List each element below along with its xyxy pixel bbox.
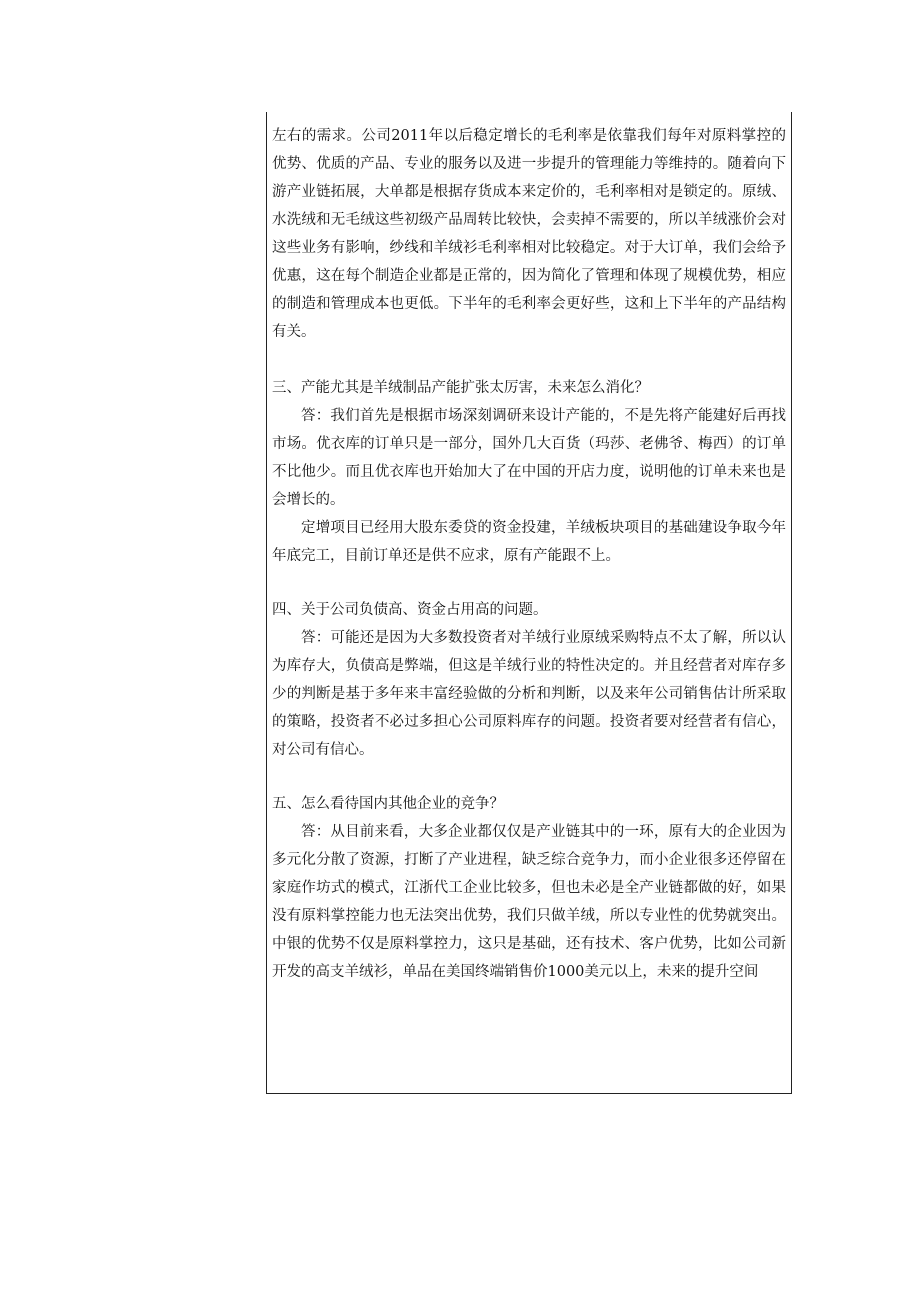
section-5-question: 五、怎么看待国内其他企业的竞争？	[272, 796, 504, 812]
section-3-question: 三、产能尤其是羊绒制品产能扩张太厉害，未来怎么消化？	[272, 380, 649, 396]
section-4-question: 四、关于公司负债高、资金占用高的问题。	[272, 602, 548, 618]
document-table-cell	[266, 112, 792, 1094]
document-body	[272, 122, 786, 986]
section-3-answer-1: 答：我们首先是根据市场深刻调研来设计产能的，不是先将产能建好后再找市场。优衣库的订单只是一部分，国外几大百货（玛莎、老佛爷、梅西）的订单不比他少。而且优衣库也开始加大了在中国的开店力度，说明他的订单未来也是会增长的。	[272, 408, 786, 508]
section-5-answer-1: 答：从目前来看，大多企业都仅仅是产业链其中的一环，原有大的企业因为多元化分散了资源，打断了产业进程，缺乏综合竞争力，而小企业很多还停留在家庭作坊式的模式，江浙代工企业比较多，但也未必是全产业链都做的好，如果没有原料掌控能力也无法突出优势，我们只做羊绒，所以专业性的优势就突出。中银的优势不仅是原料掌控力，这只是基础，还有技术、客户优势，比如公司新开发的高支羊绒衫，单品在美国终端销售价1000美元以上，未来的提升空间	[272, 824, 786, 980]
section-4-answer-1: 答：可能还是因为大多数投资者对羊绒行业原绒采购特点不太了解，所以认为库存大，负债高是弊端，但这是羊绒行业的特性决定的。并且经营者对库存多少的判断是基于多年来丰富经验做的分析和判断，以及来年公司销售估计所采取的策略，投资者不必过多担心公司原料库存的问题。投资者要对经营者有信心，对公司有信心。	[272, 630, 786, 758]
intro-paragraph: 左右的需求。公司2011年以后稳定增长的毛利率是依靠我们每年对原料掌控的优势、优质的产品、专业的服务以及进一步提升的管理能力等维持的。随着向下游产业链拓展，大单都是根据存货成本来定价的，毛利率相对是锁定的。原绒、水洗绒和无毛绒这些初级产品周转比较快，会卖掉不需要的，所以羊绒涨价会对这些业务有影响，纱线和羊绒衫毛利率相对比较稳定。对于大订单，我们会给予优惠，这在每个制造企业都是正常的，因为简化了管理和体现了规模优势，相应的制造和管理成本也更低。下半年的毛利率会更好些，这和上下半年的产品结构有关。	[272, 128, 786, 340]
section-3-answer-2: 定增项目已经用大股东委贷的资金投建，羊绒板块项目的基础建设争取今年年底完工，目前订单还是供不应求，原有产能跟不上。	[272, 520, 786, 564]
